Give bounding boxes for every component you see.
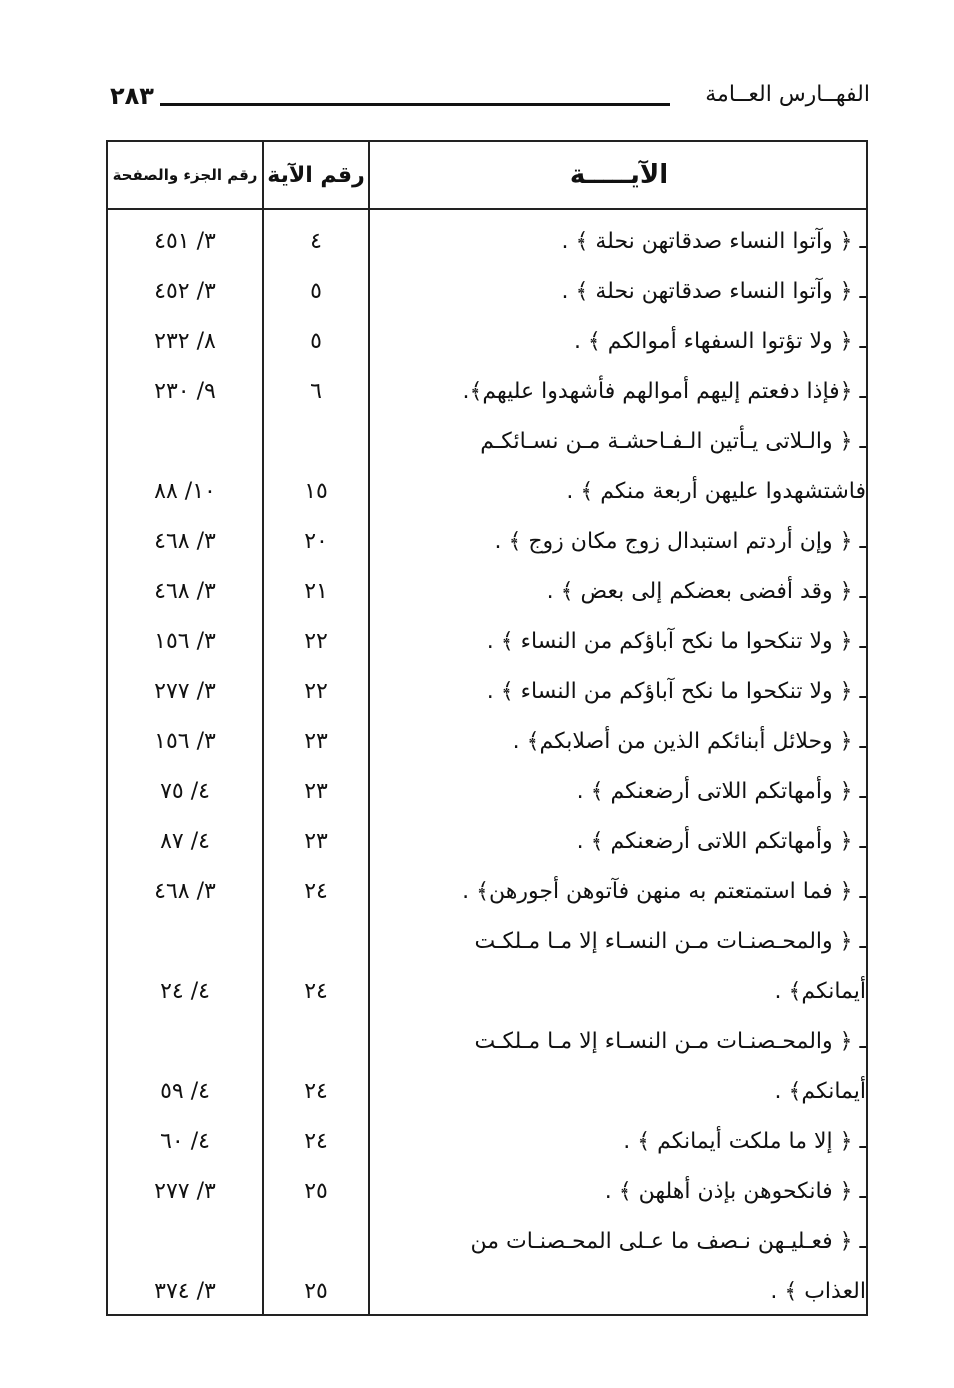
volume-page-cell: ٤/ ٢٤ <box>160 978 210 1004</box>
table-row <box>108 1016 866 1116</box>
verse-text-cell: ـ ﴿ وآتوا النساء صدقاتهن نحلة ﴾ . <box>561 278 866 304</box>
verse-text-cell: ـ ﴿ وإن أردتم استبدال زوج مكان زوج ﴾ . <box>494 528 866 554</box>
verse-text-line: ـ ﴿ والمحـصنـات مـن النسـاء إلا مـا مـلكـت <box>474 1028 866 1054</box>
volume-page-cell: ٣/ ٤٦٨ <box>154 578 216 604</box>
verse-number-cell: ٤ <box>310 228 322 254</box>
table-row <box>108 266 866 316</box>
page-number: ٢٨٣ <box>110 82 154 110</box>
table-row <box>108 216 866 266</box>
verse-text-line: ـ ﴿ والمحـصنـات مـن النسـاء إلا مـا مـلكـت <box>474 928 866 954</box>
verse-number-cell: ٢٣ <box>304 778 328 804</box>
verse-number-cell: ٢٢ <box>304 678 328 704</box>
verse-text-line: أيمانكم﴾ . <box>774 978 866 1004</box>
volume-page-cell: ٣/ ٢٧٧ <box>154 1178 216 1204</box>
verse-text-cell <box>376 1016 866 1116</box>
table-row <box>108 766 866 816</box>
verse-text-line: أيمانكم﴾ . <box>774 1078 866 1104</box>
table-row <box>108 866 866 916</box>
table-row <box>108 1166 866 1216</box>
volume-page-cell: ١٠/ ٨٨ <box>154 478 216 504</box>
volume-page-cell: ٨/ ٢٣٢ <box>154 328 216 354</box>
verse-text-cell <box>376 916 866 1016</box>
header-verse: الآيـــــة <box>569 160 669 190</box>
table-row <box>108 566 866 616</box>
verse-text-line: ـ ﴿ فعـليـهن نـصف ما عـلى المحـصنـات من <box>470 1228 866 1254</box>
verse-text-cell: ـ ﴿ إلا ما ملكت أيمانكم ﴾ . <box>623 1128 866 1154</box>
volume-page-cell: ٣/ ١٥٦ <box>154 628 216 654</box>
table-row <box>108 616 866 666</box>
volume-page-cell: ٩/ ٢٣٠ <box>154 378 216 404</box>
table-row <box>108 916 866 1016</box>
verse-number-cell: ٢٣ <box>304 828 328 854</box>
verse-text-line: العذاب ﴾ . <box>770 1278 866 1304</box>
verse-number-cell: ٢٥ <box>304 1178 328 1204</box>
verse-number-cell: ٢٤ <box>304 1078 328 1104</box>
verse-number-cell: ٦ <box>310 378 322 404</box>
volume-page-cell: ٣/ ١٥٦ <box>154 728 216 754</box>
verse-number-cell: ٢٤ <box>304 1128 328 1154</box>
verse-number-cell: ٥ <box>310 328 322 354</box>
verse-number-cell: ٢٤ <box>304 878 328 904</box>
verse-text-cell: ـ ﴿ فانكحوهن بإذن أهلهن ﴾ . <box>604 1178 866 1204</box>
verse-text-cell: ـ ﴿ وأمهاتكم اللاتى أرضعنكم ﴾ . <box>576 778 866 804</box>
verse-text-cell: ـ ﴿ ولا تنكحوا ما نكح آباؤكم من النساء ﴾ . <box>486 678 866 704</box>
table-row <box>108 1116 866 1166</box>
volume-page-cell: ٣/ ٢٧٧ <box>154 678 216 704</box>
verse-number-cell: ٢١ <box>304 578 328 604</box>
header-volume-page: رقم الجزء والصفحة <box>112 166 258 184</box>
verse-text-cell: ـ ﴿فإذا دفعتم إليهم أموالهم فأشهدوا عليهم﴾. <box>462 378 866 404</box>
volume-page-cell: ٣/ ٤٦٨ <box>154 528 216 554</box>
verse-text-line: فاشتشهدوا عليهن أربعة منكم ﴾ . <box>566 478 866 504</box>
volume-page-cell: ٣/ ٤٥١ <box>154 228 216 254</box>
verse-text-cell <box>376 1216 866 1316</box>
table-row <box>108 516 866 566</box>
volume-page-cell: ٣/ ٤٦٨ <box>154 878 216 904</box>
page-header <box>100 82 870 122</box>
table-row <box>108 666 866 716</box>
verse-number-cell: ٢٣ <box>304 728 328 754</box>
verse-text-cell: ـ ﴿ ولا تؤتوا السفهاء أموالكم ﴾ . <box>573 328 866 354</box>
verse-text-cell <box>376 416 866 516</box>
volume-page-cell: ٣/ ٣٧٤ <box>154 1278 216 1304</box>
verse-text-cell: ـ ﴿ فما استمتعتم به منهن فآتوهن أجورهن﴾ . <box>462 878 866 904</box>
table-row <box>108 816 866 866</box>
verse-number-cell: ١٥ <box>304 478 328 504</box>
volume-page-cell: ٤/ ٥٩ <box>160 1078 210 1104</box>
table-row <box>108 716 866 766</box>
verse-text-cell: ـ ﴿ وأمهاتكم اللاتى أرضعنكم ﴾ . <box>576 828 866 854</box>
verse-number-cell: ٢٢ <box>304 628 328 654</box>
table-row <box>108 416 866 516</box>
verse-index-table <box>106 140 868 1316</box>
running-title: الفهــارس العــامة <box>705 82 870 107</box>
volume-page-cell: ٤/ ٦٠ <box>160 1128 210 1154</box>
header-rule <box>160 103 670 106</box>
verse-text-line: ـ ﴿ والـلاتى يـأتين الـفـاحشـة مـن نسـائكـم <box>480 428 866 454</box>
verse-text-cell: ـ ﴿ ولا تنكحوا ما نكح آباؤكم من النساء ﴾ . <box>486 628 866 654</box>
header-verse-number: رقم الآية <box>267 162 365 188</box>
volume-page-cell: ٤/ ٧٥ <box>160 778 210 804</box>
volume-page-cell: ٤/ ٨٧ <box>160 828 210 854</box>
table-row <box>108 1216 866 1316</box>
verse-text-cell: ـ ﴿ وحلائل أبنائكم الذين من أصلابكم﴾ . <box>512 728 866 754</box>
table-row <box>108 316 866 366</box>
table-header <box>108 142 866 210</box>
verse-text-cell: ـ ﴿ وآتوا النساء صدقاتهن نحلة ﴾ . <box>561 228 866 254</box>
volume-page-cell: ٣/ ٤٥٢ <box>154 278 216 304</box>
verse-text-cell: ـ ﴿ وقد أفضى بعضكم إلى بعض ﴾ . <box>546 578 866 604</box>
verse-number-cell: ٢٠ <box>304 528 328 554</box>
verse-number-cell: ٢٥ <box>304 1278 328 1304</box>
table-row <box>108 366 866 416</box>
verse-number-cell: ٢٤ <box>304 978 328 1004</box>
verse-number-cell: ٥ <box>310 278 322 304</box>
